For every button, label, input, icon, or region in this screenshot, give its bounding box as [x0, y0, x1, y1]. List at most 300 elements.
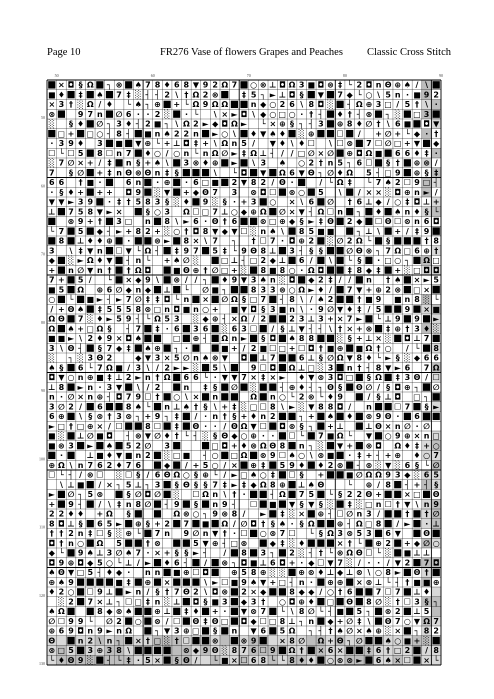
chart-cell-fill — [212, 335, 219, 342]
chart-symbol: ■ — [403, 636, 412, 646]
chart-symbol: / — [319, 587, 323, 597]
chart-symbol: ◘ — [336, 373, 344, 383]
chart-symbol: ○ — [173, 148, 181, 158]
chart-symbol: ‡ — [174, 412, 179, 422]
chart-symbol: 2 — [356, 490, 363, 500]
chart-symbol: ◆ — [365, 265, 373, 275]
chart-symbol: † — [126, 197, 131, 207]
chart-cell-fill — [192, 169, 199, 176]
chart-symbol: ⊕ — [279, 217, 286, 227]
chart-title: FR276 Vase of flowers Grapes and Peaches — [160, 47, 343, 58]
chart-cell — [345, 392, 355, 402]
chart-cell-fill — [58, 325, 65, 332]
chart-symbol: † — [184, 226, 189, 236]
chart-symbol: § — [299, 90, 304, 100]
chart-cell-fill — [164, 101, 171, 108]
chart-symbol: Θ — [211, 646, 219, 656]
chart-cell — [249, 509, 259, 519]
chart-symbol: × — [154, 655, 161, 665]
chart-symbol: ∙ — [377, 256, 381, 266]
chart-symbol: § — [78, 80, 83, 90]
chart-symbol: † — [78, 178, 83, 188]
chart-symbol: \ — [175, 217, 179, 227]
chart-symbol: 6 — [193, 217, 199, 227]
chart-symbol: × — [115, 334, 123, 344]
chart-cell-fill — [394, 237, 401, 244]
column-label: 60 — [150, 73, 155, 78]
chart-cell-fill — [125, 539, 132, 546]
chart-cell-fill — [356, 647, 363, 654]
chart-symbol: ► — [135, 373, 142, 383]
chart-symbol: ‡ — [357, 616, 362, 626]
chart-cell-fill — [58, 257, 65, 264]
chart-symbol: ☐ — [115, 421, 123, 431]
chart-symbol: ◆ — [269, 538, 276, 548]
chart-cell — [278, 197, 288, 207]
chart-symbol: ▼ — [250, 626, 257, 636]
chart-symbol: ∅ — [221, 295, 229, 305]
chart-symbol: 9 — [97, 626, 103, 636]
chart-symbol: 8 — [356, 353, 363, 363]
chart-symbol: ◆ — [327, 616, 334, 626]
chart-cell-fill — [164, 491, 171, 498]
chart-symbol: 9 — [241, 246, 247, 256]
chart-symbol: ∙ — [300, 265, 304, 275]
chart-symbol: 2 — [250, 343, 257, 353]
chart-symbol: 9 — [87, 197, 94, 207]
chart-symbol: ⊥ — [173, 402, 181, 412]
chart-symbol: ♠ — [317, 295, 325, 305]
chart-symbol: 9 — [58, 558, 65, 568]
chart-symbol: ○ — [269, 109, 277, 119]
chart-symbol: 3 — [49, 246, 55, 256]
chart-symbol: └ — [280, 655, 285, 665]
chart-symbol: 9 — [212, 509, 218, 519]
chart-symbol: ‡ — [347, 265, 352, 275]
chart-symbol: ┐ — [260, 90, 266, 100]
chart-symbol: 2 — [346, 490, 353, 500]
chart-symbol: n — [183, 295, 190, 305]
chart-symbol: ⊥ — [48, 207, 56, 217]
chart-symbol: └ — [347, 431, 353, 441]
chart-cell — [114, 100, 124, 110]
chart-symbol: ◘ — [259, 187, 267, 197]
chart-symbol: 9 — [154, 412, 161, 422]
chart-symbol: ∙ — [136, 109, 140, 119]
chart-cell-fill — [58, 266, 65, 273]
chart-cell-fill — [144, 530, 151, 537]
chart-symbol: ☐ — [384, 587, 392, 597]
chart-symbol: + — [394, 226, 402, 236]
chart-symbol: ♠ — [134, 100, 142, 110]
chart-symbol: ∅ — [86, 431, 94, 441]
chart-symbol: / — [98, 480, 102, 490]
chart-symbol: / — [127, 363, 131, 373]
chart-cell-fill — [154, 403, 161, 410]
chart-symbol: 6 — [58, 178, 65, 188]
chart-symbol: ∅ — [346, 509, 354, 519]
chart-symbol: ∙ — [396, 412, 400, 422]
chart-cell-fill — [394, 549, 401, 556]
chart-symbol: ⊗ — [365, 324, 373, 334]
chart-symbol: ∙ — [165, 324, 169, 334]
chart-cell-fill — [269, 422, 276, 429]
chart-symbol: 8 — [241, 548, 247, 558]
chart-cell — [403, 529, 413, 539]
chart-symbol: ┤ — [280, 295, 285, 305]
chart-symbol: ⊗ — [173, 275, 181, 285]
chart-symbol: 3 — [270, 285, 276, 295]
chart-cell-fill — [394, 539, 401, 546]
chart-symbol: ⊕ — [48, 460, 56, 470]
chart-symbol: ♦ — [201, 158, 210, 168]
chart-cell — [364, 129, 374, 139]
chart-symbol: 7 — [385, 246, 391, 256]
chart-symbol: ∙ — [261, 431, 265, 441]
chart-cell-fill — [279, 413, 286, 420]
chart-symbol: ∙ — [136, 655, 140, 665]
chart-symbol: ‡ — [242, 90, 246, 100]
chart-symbol: ◘ — [317, 265, 325, 275]
chart-symbol: † — [59, 529, 64, 539]
chart-symbol: ► — [192, 548, 200, 558]
chart-symbol: 7 — [97, 363, 103, 373]
chart-symbol: ∅ — [77, 265, 85, 275]
chart-cell-fill — [183, 422, 190, 429]
chart-symbol: ┤ — [193, 431, 199, 441]
chart-symbol: □ — [345, 373, 354, 383]
chart-symbol: 3 — [154, 353, 161, 363]
chart-symbol: 3 — [116, 119, 122, 129]
page-number: Page 10 — [47, 47, 81, 58]
chart-cell-fill — [375, 159, 382, 166]
chart-symbol: 9 — [414, 178, 420, 188]
chart-symbol: ░ — [269, 568, 276, 578]
chart-symbol: ∅ — [432, 460, 440, 470]
chart-symbol: ▼ — [269, 139, 276, 149]
chart-symbol: □ — [269, 217, 277, 227]
chart-symbol: ☐ — [250, 499, 258, 509]
chart-symbol: Ω — [346, 168, 354, 178]
chart-symbol: 9 — [394, 168, 401, 178]
chart-symbol: ∙ — [367, 558, 371, 568]
chart-cell — [153, 256, 163, 266]
chart-symbol: └ — [404, 129, 410, 139]
chart-symbol: 5 — [375, 304, 382, 314]
chart-symbol: 5 — [164, 314, 170, 324]
chart-symbol: / — [367, 392, 371, 402]
chart-symbol: 8 — [289, 295, 295, 305]
chart-symbol: ∅ — [67, 158, 75, 168]
chart-symbol: ► — [173, 363, 180, 373]
chart-symbol: ⊕ — [106, 236, 113, 246]
chart-symbol: 6 — [385, 529, 391, 539]
chart-symbol: ∙ — [434, 148, 438, 158]
chart-symbol: ■ — [365, 295, 373, 305]
chart-symbol: ▼ — [87, 265, 94, 275]
chart-symbol: ⊗ — [211, 636, 219, 646]
chart-symbol: ♠ — [48, 568, 56, 578]
chart-symbol: n — [116, 626, 122, 636]
chart-symbol: + — [77, 324, 84, 334]
chart-symbol: \ — [300, 295, 304, 305]
chart-symbol: ■ — [345, 470, 354, 480]
chart-symbol: Ω — [365, 148, 373, 158]
chart-symbol: ■ — [96, 431, 104, 441]
chart-symbol: Θ — [182, 655, 190, 665]
chart-symbol: § — [357, 256, 362, 266]
chart-symbol: Θ — [163, 470, 171, 480]
chart-symbol: † — [338, 324, 343, 334]
chart-symbol: ◘ — [221, 119, 229, 129]
chart-symbol: ⊗ — [365, 246, 373, 256]
chart-symbol: ⊕ — [211, 158, 219, 168]
chart-symbol: 6 — [125, 178, 132, 188]
chart-symbol: ∙ — [348, 451, 352, 461]
chart-symbol: ∅ — [327, 148, 334, 158]
chart-symbol: ⊥ — [278, 90, 287, 100]
chart-symbol: ┐ — [347, 636, 353, 646]
chart-symbol: × — [346, 324, 354, 334]
chart-symbol: ► — [433, 402, 440, 412]
chart-symbol: \ — [136, 382, 140, 392]
chart-cell-fill — [260, 637, 267, 644]
chart-symbol: + — [231, 265, 238, 275]
chart-symbol: 8 — [279, 441, 286, 451]
chart-symbol: └ — [328, 178, 333, 188]
chart-symbol: 2 — [260, 256, 267, 266]
chart-cell-fill — [164, 481, 171, 488]
chart-symbol: Θ — [413, 373, 421, 383]
chart-symbol: 2 — [135, 441, 142, 451]
chart-cell-fill — [327, 91, 334, 98]
chart-symbol: 7 — [212, 480, 218, 490]
chart-symbol: ▼ — [394, 558, 401, 568]
chart-symbol: / — [136, 558, 140, 568]
chart-symbol: ⊥ — [384, 314, 392, 324]
chart-symbol: Θ — [432, 490, 440, 500]
chart-symbol: 6 — [404, 148, 411, 158]
chart-symbol: ⊕ — [279, 480, 286, 490]
chart-symbol: ○ — [327, 587, 334, 597]
chart-symbol: + — [432, 197, 440, 207]
chart-symbol: ⊥ — [422, 197, 431, 207]
chart-symbol: ∅ — [106, 616, 113, 626]
chart-symbol: × — [384, 421, 392, 431]
chart-cell-fill — [115, 588, 122, 595]
chart-symbol: ⊕ — [154, 343, 161, 353]
chart-symbol: ‡ — [174, 421, 179, 431]
chart-symbol: Ω — [221, 80, 229, 90]
chart-symbol: ⊕ — [259, 568, 267, 578]
chart-symbol: ◘ — [240, 168, 248, 178]
chart-cell — [403, 392, 413, 402]
chart-symbol: Θ — [355, 382, 363, 392]
chart-symbol: └ — [49, 655, 55, 665]
chart-symbol: † — [174, 636, 179, 646]
chart-symbol: ┤ — [78, 499, 84, 509]
chart-cell-fill — [375, 637, 382, 644]
chart-symbol: † — [347, 109, 352, 119]
chart-symbol: ■ — [76, 480, 85, 490]
chart-symbol: 8 — [125, 402, 132, 412]
chart-symbol: ⊕ — [394, 80, 402, 90]
chart-symbol: ⊗ — [307, 392, 315, 402]
chart-cell-fill — [269, 627, 276, 634]
chart-symbol: ♦ — [278, 139, 287, 149]
chart-symbol: ∅ — [423, 421, 431, 431]
chart-symbol: ► — [202, 119, 209, 129]
chart-symbol: + — [163, 256, 171, 266]
chart-cell-fill — [144, 617, 151, 624]
chart-symbol: 2 — [404, 558, 411, 568]
chart-symbol: † — [222, 412, 227, 422]
chart-symbol: 2 — [346, 217, 353, 227]
chart-cell-fill — [404, 608, 411, 615]
chart-symbol: ○ — [394, 256, 402, 266]
chart-symbol: ◘ — [432, 265, 440, 275]
chart-cell — [182, 314, 192, 324]
chart-symbol: ☐ — [192, 490, 200, 500]
chart-symbol: ┤ — [145, 90, 151, 100]
chart-symbol: n — [308, 616, 315, 626]
chart-symbol: ⊗ — [346, 139, 354, 149]
chart-symbol: 8 — [327, 402, 334, 412]
chart-symbol: ⊥ — [269, 80, 277, 90]
chart-symbol: Ω — [394, 441, 402, 451]
chart-symbol: 2 — [164, 90, 170, 100]
chart-symbol: + — [404, 538, 411, 548]
chart-symbol: 3 — [49, 402, 55, 412]
chart-symbol: 3 — [183, 158, 190, 168]
chart-symbol: 2 — [260, 178, 267, 188]
chart-symbol: ♠ — [269, 226, 277, 236]
chart-symbol: ⊥ — [105, 587, 114, 597]
chart-symbol: 9 — [135, 392, 142, 402]
chart-symbol: ▼ — [212, 226, 219, 236]
chart-cell-fill — [125, 422, 132, 429]
chart-symbol: Ω — [106, 509, 113, 519]
chart-cell-fill — [288, 257, 295, 264]
chart-symbol: + — [58, 304, 65, 314]
chart-symbol: ■ — [96, 451, 104, 461]
chart-symbol: Ω — [163, 373, 171, 383]
chart-symbol: 2 — [433, 90, 439, 100]
chart-cell-fill — [356, 276, 363, 283]
chart-symbol: Θ — [144, 168, 152, 178]
chart-symbol: ♠ — [384, 636, 392, 646]
chart-symbol: n — [414, 187, 420, 197]
chart-symbol: 7 — [375, 178, 382, 188]
chart-symbol: ⊗ — [154, 538, 161, 548]
chart-symbol: ∅ — [154, 431, 161, 441]
chart-symbol: ☐ — [259, 616, 267, 626]
chart-cell-fill — [212, 276, 219, 283]
chart-symbol: 3 — [318, 119, 324, 129]
chart-symbol: ▼ — [135, 139, 142, 149]
chart-symbol: ∙ — [204, 217, 208, 227]
chart-symbol: Θ — [58, 568, 65, 578]
chart-cell-fill — [327, 120, 334, 127]
row-label: 80 — [41, 319, 45, 325]
chart-symbol: † — [69, 100, 74, 110]
chart-symbol: Ω — [125, 626, 133, 636]
chart-symbol: 3 — [327, 363, 334, 373]
chart-symbol: ∙ — [280, 236, 284, 246]
chart-symbol: ◘ — [394, 392, 402, 402]
chart-symbol: ⊕ — [250, 460, 257, 470]
chart-symbol: 3 — [337, 529, 343, 539]
chart-symbol: 2 — [145, 451, 151, 461]
chart-symbol: Θ — [125, 168, 133, 178]
chart-symbol: + — [125, 226, 133, 236]
chart-symbol: § — [366, 373, 371, 383]
chart-symbol: ☐ — [374, 139, 383, 149]
chart-symbol: ▼ — [144, 431, 151, 441]
chart-cell-fill — [356, 393, 363, 400]
chart-cell-fill — [365, 208, 372, 215]
chart-symbol: † — [155, 392, 160, 402]
chart-cell-fill — [423, 315, 430, 322]
chart-symbol: ░ — [404, 353, 411, 363]
chart-symbol: \ — [98, 636, 102, 646]
chart-cell-fill — [202, 169, 209, 176]
chart-symbol: ‡ — [424, 148, 429, 158]
chart-symbol: ■ — [221, 343, 229, 353]
chart-symbol: □ — [384, 256, 392, 266]
chart-symbol: ⊕ — [288, 382, 296, 392]
chart-cell — [133, 217, 143, 227]
chart-symbol: § — [155, 587, 160, 597]
chart-symbol: 6 — [231, 217, 238, 227]
chart-symbol: ■ — [230, 304, 239, 314]
chart-cell-fill — [385, 305, 392, 312]
chart-symbol: 6 — [356, 197, 363, 207]
chart-symbol: ♦ — [57, 655, 65, 665]
chart-cell-fill — [279, 432, 286, 439]
chart-symbol: ⊕ — [134, 519, 142, 529]
chart-symbol: Ω — [432, 363, 440, 373]
chart-cell-fill — [135, 149, 142, 156]
chart-symbol: 6 — [77, 363, 84, 373]
chart-symbol: ∙ — [59, 451, 63, 461]
chart-symbol: ‡ — [357, 451, 362, 461]
chart-symbol: ░ — [58, 431, 65, 441]
chart-symbol: ▼ — [385, 363, 392, 373]
chart-symbol: / — [386, 558, 390, 568]
chart-symbol: └ — [59, 148, 64, 158]
chart-symbol: └ — [68, 295, 74, 305]
chart-cell — [355, 431, 365, 441]
chart-symbol: □ — [384, 100, 392, 110]
chart-cell — [326, 480, 336, 490]
chart-symbol: ◆ — [48, 548, 55, 558]
chart-symbol: ⊥ — [384, 392, 392, 402]
chart-cell-fill — [279, 247, 286, 254]
chart-symbol: § — [145, 207, 150, 217]
chart-symbol: ♦ — [48, 587, 56, 597]
chart-symbol: / — [405, 343, 409, 353]
chart-symbol: 6 — [58, 626, 65, 636]
chart-symbol: ‡ — [261, 373, 266, 383]
chart-symbol: 2 — [308, 236, 315, 246]
chart-symbol: ☐ — [288, 470, 296, 480]
chart-symbol: └ — [308, 529, 314, 539]
chart-symbol: └ — [376, 353, 381, 363]
chart-cell-fill — [77, 588, 84, 595]
chart-symbol: n — [106, 636, 113, 646]
chart-symbol: 3 — [173, 314, 180, 324]
